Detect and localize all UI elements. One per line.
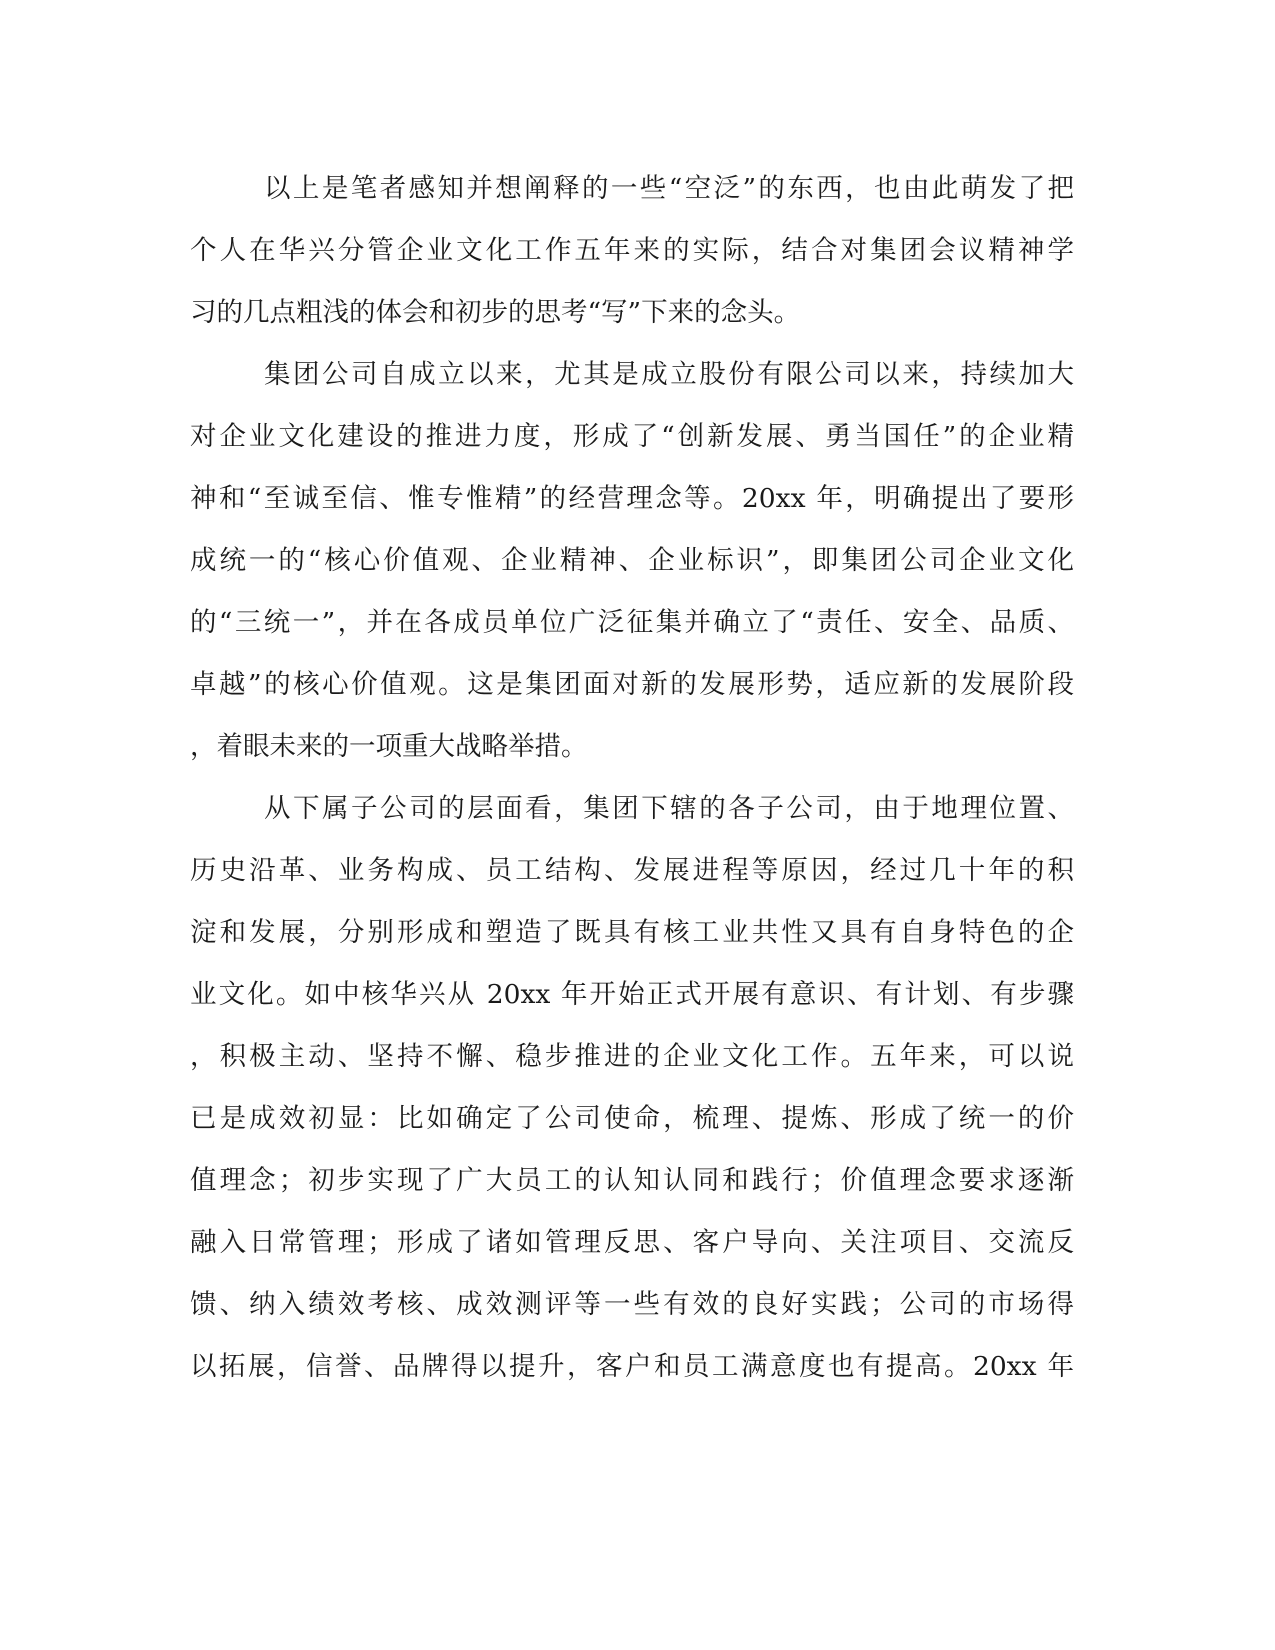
text-line: 馈、纳入绩效考核、成效测评等一些有效的良好实践；公司的市场得 [190,1289,1074,1320]
text-line: 历史沿革、业务构成、员工结构、发展进程等原因，经过几十年的积 [190,855,1074,886]
text-line: 淀和发展，分别形成和塑造了既具有核工业共性又具有自身特色的企 [190,917,1074,948]
document-body [190,158,1074,1398]
text-line: 以上是笔者感知并想阐释的一些“空泛”的东西，也由此萌发了把 [264,173,1074,204]
text-line: 成统一的“核心价值观、企业精神、企业标识”，即集团公司企业文化 [190,545,1074,576]
paragraph-1 [190,158,1074,344]
text-line: 已是成效初显：比如确定了公司使命，梳理、提炼、形成了统一的价 [190,1103,1074,1134]
text-line: 从下属子公司的层面看，集团下辖的各子公司，由于地理位置、 [264,793,1074,824]
text-line: 的“三统一”，并在各成员单位广泛征集并确立了“责任、安全、品质、 [190,607,1074,638]
text-line: 融入日常管理；形成了诸如管理反思、客户导向、关注项目、交流反 [190,1227,1074,1258]
text-line: 对企业文化建设的推进力度，形成了“创新发展、勇当国任”的企业精 [190,421,1074,452]
text-line: 神和“至诚至信、惟专惟精”的经营理念等。20xx 年，明确提出了要形 [190,483,1074,514]
paragraph-3 [190,778,1074,1398]
text-line: 以拓展，信誉、品牌得以提升，客户和员工满意度也有提高。20xx 年 [190,1351,1074,1382]
text-line: 习的几点粗浅的体会和初步的思考“写”下来的念头。 [190,297,801,328]
text-line: 卓越”的核心价值观。这是集团面对新的发展形势，适应新的发展阶段 [190,669,1074,700]
text-line: ，积极主动、坚持不懈、稳步推进的企业文化工作。五年来，可以说 [190,1041,1074,1072]
text-line: 值理念；初步实现了广大员工的认知认同和践行；价值理念要求逐渐 [190,1165,1074,1196]
text-line: ，着眼未来的一项重大战略举措。 [190,731,588,762]
text-line: 业文化。如中核华兴从 20xx 年开始正式开展有意识、有计划、有步骤 [190,979,1074,1010]
paragraph-2 [190,344,1074,778]
text-line: 集团公司自成立以来，尤其是成立股份有限公司以来，持续加大 [264,359,1074,390]
text-line: 个人在华兴分管企业文化工作五年来的实际，结合对集团会议精神学 [190,235,1074,266]
